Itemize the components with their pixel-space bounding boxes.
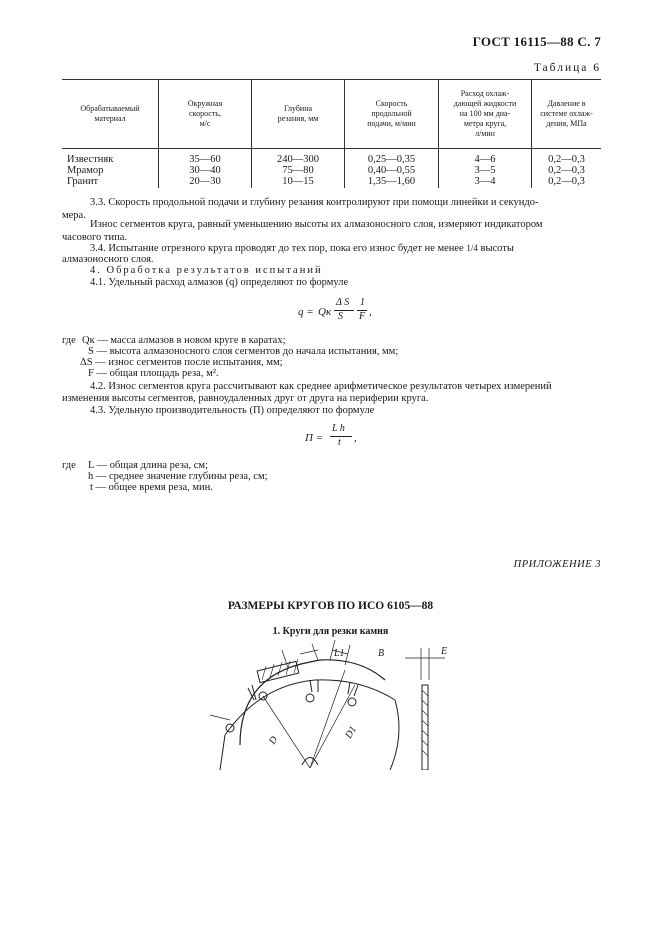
formula-q-coef: Qк	[318, 306, 332, 318]
table-row	[62, 149, 601, 166]
slot	[310, 680, 318, 692]
label-d: D	[267, 734, 281, 747]
formula-p-lhs: П =	[305, 432, 324, 444]
table-header-row	[62, 80, 601, 149]
section-title: РАЗМЕРЫ КРУГОВ ПО ИСО 6105—88	[227, 600, 434, 612]
formula-p-tail: ,	[354, 432, 357, 444]
formula-q-tail: ,	[369, 306, 372, 318]
table-cell: 20—30	[159, 176, 252, 188]
formula-q-num1: Δ S	[336, 297, 350, 308]
formula-p-num: L h	[332, 423, 345, 434]
appendix-label: ПРИЛОЖЕНИЕ 3	[513, 559, 601, 570]
paragraph-3-4-text-a: 3.4. Испытание отрезного круга проводят до тех пор, пока его износ будет не менее	[90, 243, 464, 254]
col-header: Окружная скорость, м/с	[159, 80, 252, 149]
table-cell: 0,40—0,55	[345, 165, 439, 176]
paragraph-wear-line1: Износ сегментов круга, равный уменьшению высоты их алмазоносного слоя, измеряют индикатором	[90, 219, 543, 230]
diamond-segment	[257, 661, 299, 682]
formula-q-den1: S	[338, 311, 343, 322]
definition-qk: Qк — масса алмазов в новом круге в каратах;	[82, 335, 286, 346]
definition-l: L — общая длина реза, см;	[88, 460, 208, 471]
fraction-bar	[330, 436, 352, 437]
label-l1: L1	[334, 648, 345, 659]
label-b: B	[378, 648, 385, 659]
dimension-e	[405, 646, 448, 680]
table-row	[62, 165, 601, 176]
leader-line	[210, 715, 230, 720]
center-arc	[302, 758, 318, 766]
label-e: E	[441, 646, 448, 657]
table-cell: 3—5	[439, 165, 532, 176]
definition-delta-s: ΔS — износ сегментов после испытания, мм;	[80, 357, 283, 368]
fraction-bar	[334, 310, 354, 311]
paragraph-4-3: 4.3. Удельную производительность (П) определяют по формуле	[90, 405, 375, 416]
hole	[348, 698, 356, 706]
table-cell: 35—60	[159, 149, 252, 166]
section-4-title: 4. Обработка результатов испытаний	[90, 265, 323, 276]
label-d1: D1	[343, 724, 359, 741]
definition-t: t — общее время реза, мин.	[90, 482, 213, 493]
table-row	[62, 176, 601, 188]
table-number: Таблица 6	[533, 62, 601, 74]
table-cell: 0,2—0,3	[532, 165, 602, 176]
page-header: ГОСТ 16115—88 С. 7	[472, 34, 601, 49]
paragraph-4-1: 4.1. Удельный расход алмазов (q) определяют по формуле	[90, 277, 349, 288]
formula-q	[298, 299, 378, 327]
fraction-quarter: 1/4	[466, 243, 478, 253]
where-label: где	[62, 335, 76, 346]
where-label: где	[62, 460, 76, 471]
paragraph-4-2-line2: изменения высоты сегментов, равноудаленных друг от друга на периферии круга.	[62, 393, 429, 404]
table-cell: 0,2—0,3	[532, 176, 602, 188]
table-cell: Известняк	[62, 149, 159, 166]
col-header: Обрабатываемый материал	[62, 80, 159, 149]
formula-p	[305, 425, 361, 453]
table-cell: Гранит	[62, 176, 159, 188]
definition-f: F — общая площадь реза, м².	[88, 368, 219, 379]
table-cell: 240—300	[252, 149, 345, 166]
table-cell: 75—80	[252, 165, 345, 176]
paragraph-wear-line2: часового типа.	[62, 232, 128, 243]
radius-lines	[263, 670, 355, 768]
formula-p-den: t	[338, 437, 341, 448]
table-cell: 3—4	[439, 176, 532, 188]
side-view-hatching	[422, 690, 428, 756]
paragraph-3-4-line1	[90, 242, 514, 255]
col-header: Давление в системе охлаж- дения, МПа	[532, 80, 602, 149]
wheel-outer-rim	[240, 660, 385, 745]
definition-h: h — среднее значение глубины реза, см;	[88, 471, 268, 482]
col-header: Скорость продольной подачи, м/мин	[345, 80, 439, 149]
paragraph-3-4-line2: алмазоносного слоя.	[62, 254, 154, 265]
table-6	[62, 79, 601, 188]
wheel-body-arc	[225, 680, 395, 735]
col-header: Расход охлаж- дающей жидкости на 100 мм диа- метра круга, л/мин	[439, 80, 532, 149]
paragraph-3-3-line1: 3.3. Скорость продольной подачи и глубину резания контролируют при помощи линейки и секундо-	[90, 197, 539, 208]
table-cell: 0,25—0,35	[345, 149, 439, 166]
wheel-drawing	[200, 640, 460, 770]
subsection-title: 1. Круги для резки камня	[272, 626, 389, 637]
definition-s: S — высота алмазоносного слоя сегментов до начала испытания, мм;	[88, 346, 399, 357]
table-cell: Мрамор	[62, 165, 159, 176]
col-header: Глубина резания, мм	[252, 80, 345, 149]
table-cell: 0,2—0,3	[532, 149, 602, 166]
formula-q-lhs: q =	[298, 306, 314, 318]
paragraph-4-2-line1: 4.2. Износ сегментов круга рассчитывают как среднее арифметическое результатов четырех измерений	[90, 381, 552, 392]
paragraph-3-4-text-b: высоты	[480, 243, 514, 254]
table-cell: 10—15	[252, 176, 345, 188]
table-cell: 4—6	[439, 149, 532, 166]
formula-q-num2: 1	[360, 297, 365, 308]
formula-q-den2: F	[359, 311, 366, 322]
hole	[306, 694, 314, 702]
table-cell: 1,35—1,60	[345, 176, 439, 188]
paragraph-3-3-line2: мера.	[62, 210, 86, 221]
wheel-side-view	[422, 685, 428, 770]
table-cell: 30—40	[159, 165, 252, 176]
